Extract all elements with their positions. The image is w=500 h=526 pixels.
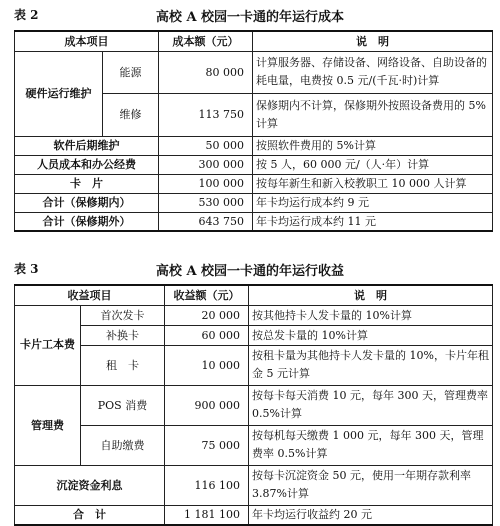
self-pay-note: 按每机每天缴费 1 000 元，每年 300 天，管理费率 0.5%计算 [249, 425, 493, 465]
table3-header-row [15, 285, 493, 305]
repair-label: 维修 [103, 93, 159, 136]
table2-header-item: 成本项目 [15, 31, 159, 51]
table-row [15, 51, 493, 93]
self-pay-label: 自助缴费 [81, 425, 165, 465]
total-amount: 1 181 100 [165, 505, 249, 525]
total-in-note: 年卡均运行成本约 9 元 [253, 193, 493, 212]
staff-note: 按 5 人，60 000 元/（人·年）计算 [253, 155, 493, 174]
table-row [15, 325, 493, 345]
energy-note: 计算服务器、存储设备、网络设备、自助设备的耗电量，电费按 0.5 元/(千瓦·时)计算 [253, 51, 493, 93]
table2-header-row [15, 31, 493, 51]
card-fee-group-label: 卡片工本费 [15, 305, 81, 385]
table2 [14, 30, 493, 232]
repair-amount: 113 750 [159, 93, 253, 136]
deposit-interest-note: 按每卡沉淀资金 50 元，使用一年期存款利率 3.87%计算 [249, 465, 493, 505]
pos-label: POS 消费 [81, 385, 165, 425]
software-note: 按照软件费用的 5%计算 [253, 136, 493, 155]
table2-caption [0, 4, 500, 24]
card-note: 按每年新生和新入校教职工 10 000 人计算 [253, 174, 493, 193]
table-row [15, 212, 493, 231]
rent-label: 租 卡 [81, 345, 165, 385]
table3-title: 高校 A 校园一卡通的年运行收益 [155, 264, 345, 279]
total-out-note: 年卡均运行成本约 11 元 [253, 212, 493, 231]
table2-header-amount: 成本额（元） [159, 31, 253, 51]
table-row [15, 345, 493, 385]
total-in-label: 合计（保修期内） [15, 193, 159, 212]
first-issue-label: 首次发卡 [81, 305, 165, 325]
hw-group-label: 硬件运行维护 [15, 51, 103, 136]
software-amount: 50 000 [159, 136, 253, 155]
table2-header-note: 说 明 [253, 31, 493, 51]
self-pay-amount: 75 000 [165, 425, 249, 465]
card-amount: 100 000 [159, 174, 253, 193]
reissue-label: 补换卡 [81, 325, 165, 345]
total-in-amount: 530 000 [159, 193, 253, 212]
total-note: 年卡均运行收益约 20 元 [249, 505, 493, 525]
staff-label: 人员成本和办公经费 [15, 155, 159, 174]
first-issue-amount: 20 000 [165, 305, 249, 325]
card-label: 卡 片 [15, 174, 159, 193]
table-row [15, 505, 493, 525]
table-row [15, 174, 493, 193]
rent-amount: 10 000 [165, 345, 249, 385]
table3-caption [0, 258, 500, 278]
table3-header-item: 收益项目 [15, 285, 165, 305]
table-row [15, 305, 493, 325]
table-row [15, 136, 493, 155]
total-out-label: 合计（保修期外） [15, 212, 159, 231]
total-out-amount: 643 750 [159, 212, 253, 231]
deposit-interest-amount: 116 100 [165, 465, 249, 505]
deposit-interest-label: 沉淀资金利息 [15, 465, 165, 505]
energy-label: 能源 [103, 51, 159, 93]
table2-title: 高校 A 校园一卡通的年运行成本 [155, 10, 345, 25]
table-row [15, 465, 493, 505]
pos-amount: 900 000 [165, 385, 249, 425]
table-row [15, 385, 493, 425]
table3-header-note: 说 明 [249, 285, 493, 305]
reissue-amount: 60 000 [165, 325, 249, 345]
energy-amount: 80 000 [159, 51, 253, 93]
table-row [15, 193, 493, 212]
mgmt-fee-group-label: 管理费 [15, 385, 81, 465]
software-label: 软件后期维护 [15, 136, 159, 155]
staff-amount: 300 000 [159, 155, 253, 174]
pos-note: 按每卡每天消费 10 元，每年 300 天，管理费率 0.5%计算 [249, 385, 493, 425]
table-row [15, 425, 493, 465]
total-label: 合 计 [15, 505, 165, 525]
first-issue-note: 按其他持卡人发卡量的 10%计算 [249, 305, 493, 325]
repair-note: 保修期内不计算，保修期外按照设备费用的 5%计算 [253, 93, 493, 136]
table3-label: 表 3 [14, 262, 39, 276]
table3 [14, 284, 493, 526]
rent-note: 按租卡量为其他持卡人发卡量的 10%，卡片年租金 5 元计算 [249, 345, 493, 385]
table-row [15, 155, 493, 174]
reissue-note: 按总发卡量的 10%计算 [249, 325, 493, 345]
table2-label: 表 2 [14, 8, 39, 22]
table3-header-amount: 收益额（元） [165, 285, 249, 305]
